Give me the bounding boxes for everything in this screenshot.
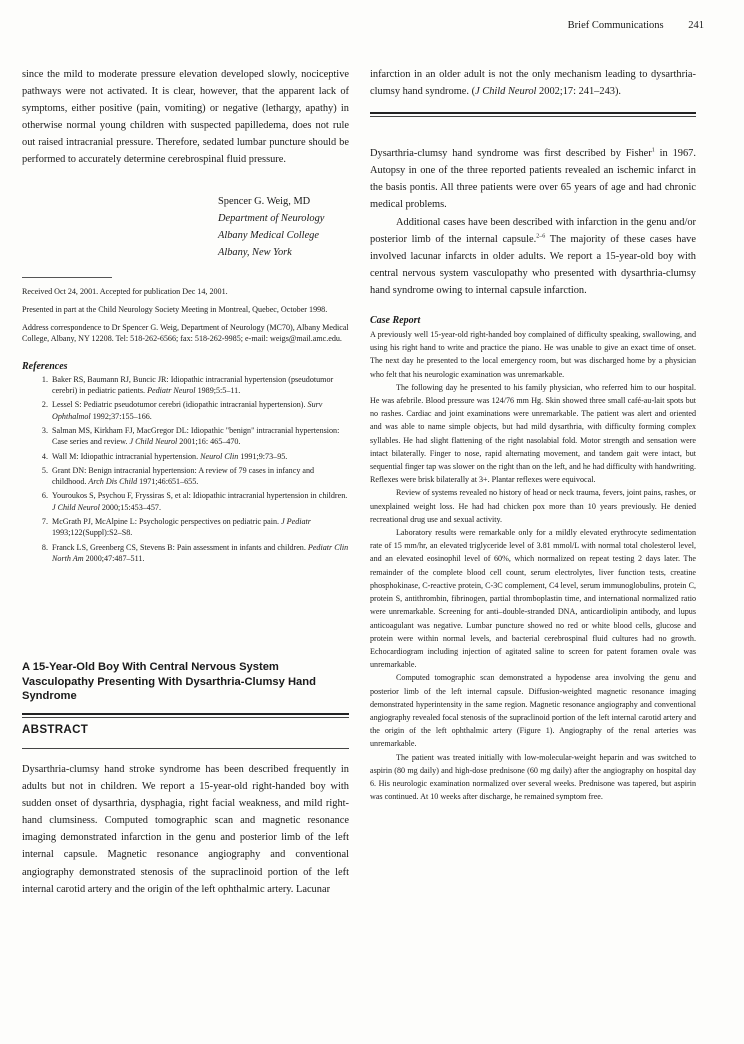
introduction-paragraph: Additional cases have been described with infarction in the genu and/or posterior limb of the internal capsule.$^{2-6}$ The majority of these cases have involved lacunar infarcts in older adults. We report a 15-year-old boy with central nervous system vasculopathy who presented with dysarthria-clumsy hand syndrome owing to internal capsule infarction. [370, 216, 696, 296]
case-paragraph: Laboratory results were remarkable only for a mildly elevated erythrocyte sedimentation rate of 15 mm/hr, an elevated triglyceride level of 3.81 mmol/L with normal total cholesterol level, and an elevated eosinophil level of 60%, which normalized on repeat testing 2 days later. The remainder of the complete blood cell count, serum electrolytes, liver function tests, creatine phosphokinase, C-reactive protein, C-3C complement, C4 level, serum immunoglobulins, protein C, protein S, antithrombin, fibrinogen, partial thromboplastin time, and international normalized ratio were unremarkable. Screening for anti–double-stranded DNA, anticardiolipin antibody, and lupus anticoagulant was negative. Lumbar puncture showed no red or white blood cells, glucose and protein were within normal levels, and bacterial cerebrospinal fluid cultures had no growth. Echocardiogram including injection of agitated saline to screen for patent foramen ovale was unremarkable. [370, 528, 696, 670]
left-column [22, 66, 349, 898]
running-header-title: Brief Communications [567, 20, 664, 31]
introduction-paragraph: Dysarthria-clumsy hand syndrome was first described by Fisher$^1$ in 1967. Autopsy in one of the three reported patients revealed an ischemic infarct in the basis pontis. All three patients were over 65 years of age and had chronic medical problems. [370, 147, 696, 211]
title-rule-thin [22, 717, 349, 718]
article-title: A 15-Year-Old Boy With Central Nervous System Vasculopathy Presenting With Dysarthria-Clumsy Hand Syndrome [22, 661, 316, 703]
author-city: Albany, New York [218, 247, 292, 259]
correspondence-note: Address correspondence to Dr Spencer G. Weig, Department of Neurology (MC70), Albany Medical College, Albany, NY 12208. Tel: 518-262-6566; fax: 518-262-9985; e-mail: weigs@mail.amc.edu. [22, 322, 349, 344]
reference-item: 4. Wall M: Idiopathic intracranial hypertension. Neurol Clin 1991;9:73–95. [50, 451, 349, 462]
abstract-end-rule [370, 112, 696, 117]
abstract-text: Dysarthria-clumsy hand stroke syndrome has been described frequently in adults but not in children. We report a 15-year-old right-handed boy with sudden onset of dysarthria, dysphagia, right facial weakness, and mild right-hand clumsiness. Computed tomographic scan and magnetic resonance imaging demonstrated infarction in the genu and posterior limb of the left internal capsule. Magnetic resonance angiography and conventional angiography demonstrated stenosis of the supraclinoid portion of the left internal carotid artery and the origin of the left ophthalmic artery. Lacunar [22, 763, 349, 895]
presented-note: Presented in part at the Child Neurology Society Meeting in Montreal, Quebec, October 1998. [22, 304, 328, 314]
title-rule [22, 713, 349, 715]
abstract-rule [22, 748, 349, 749]
reference-item: 3. Salman MS, Kirkham FJ, MacGregor DL: Idiopathic "benign" intracranial hypertension: Case series and review. J Child Neurol 2001;16: 465–470. [50, 425, 349, 448]
reference-item: 8. Franck LS, Greenberg CS, Stevens B: Pain assessment in infants and children. Pediatr Clin North Am 2000;47:487–511. [50, 542, 349, 565]
reference-item: 2. Lessel S: Pediatric pseudotumor cerebri (idiopathic intracranial hypertension). Surv Ophthalmol 1992;37:155–166. [50, 399, 349, 422]
case-paragraph: Computed tomographic scan demonstrated a hypodense area involving the genu and posterior limb of the left internal capsule. Diffusion-weighted magnetic resonance imaging demonstrated hyperintensity in the same region. Magnetic resonance angiography and conventional angiography revealed focal stenosis of the supraclinoid portion of the left internal carotid artery and the origin of the left ophthalmic artery (Figure 1). Angiography of the renal arteries was unremarkable. [370, 673, 696, 749]
case-paragraph: The patient was treated initially with low-molecular-weight heparin and was switched to aspirin (80 mg daily) and high-dose prednisone (60 mg daily) after the angiography on hospital day 6. His neurologic examination normalized over several weeks. Prednisone was tapered, but aspirin was continued. At 10 weeks after discharge, he remained symptom free. [370, 752, 696, 802]
author-name: Spencer G. Weig, MD [218, 195, 311, 207]
abstract-heading: ABSTRACT [22, 722, 89, 736]
reference-item: 1. Baker RS, Baumann RJ, Buncic JR: Idiopathic intracranial hypertension (pseudotumor cerebri) in pediatric patients. Pediatr Neurol 1989;5:5–11. [50, 374, 349, 397]
reference-item: 6. Youroukos S, Psychou F, Fryssiras S, et al: Idiopathic intracranial hypertension in children. J Child Neurol 2000;15:453–457. [50, 490, 349, 513]
divider [22, 277, 112, 278]
references-heading: References [22, 360, 68, 372]
case-report-heading: Case Report [370, 315, 421, 327]
author-institution: Albany Medical College [218, 229, 319, 241]
page-number: 241 [688, 20, 704, 31]
intro-paragraph: since the mild to moderate pressure elevation developed slowly, nociceptive pathways were not activated. It is clear, however, that the apparent lack of symptoms, either positive (pain, vomiting) or negative (lethargy, apathy) in otherwise normal young children with suspected papilledema, does not rule out raised intracranial pressure. Therefore, sedated lumbar puncture should be performed to accurately determine cerebrospinal fluid pressure. [22, 69, 349, 166]
case-paragraph: The following day he presented to his family physician, who referred him to our hospital. He was afebrile. Blood pressure was 124/76 mm Hg. Skin showed three small café-au-lait spots but no rashes. Cardiac and joint examinations were unremarkable. The patient was alert and oriented and was able to name simple objects, but had mild dysarthria, with difficulty forming complex syllables. He had slight flattening of the right nasolabial fold. Motor strength and sensation were intact bilaterally. Finger to nose, rapid alternating movement, and tandem gait were intact, but sequential finger tap was slower on the right than on the left, and he had difficulty with handwriting. Reflexes were brisk bilaterally at 3+. Plantar reflexes were equivocal. [370, 382, 696, 485]
author-department: Department of Neurology [218, 212, 325, 224]
reference-item: 5. Grant DN: Benign intracranial hypertension: A review of 79 cases in infancy and childhood. Arch Dis Child 1971;46:651–655. [50, 465, 349, 488]
right-column [370, 66, 696, 803]
author-signature [218, 193, 349, 262]
received-note: Received Oct 24, 2001. Accepted for publication Dec 14, 2001. [22, 287, 228, 297]
reference-item: 7. McGrath PJ, McAlpine L: Psychologic perspectives on pediatric pain. J Pediatr 1993;122(Suppl):S2–S8. [50, 516, 349, 539]
abstract-continuation: infarction in an older adult is not the only mechanism leading to dysarthria-clumsy hand syndrome. (J Child Neurol 2002;17: 241–243). [370, 69, 696, 98]
references-list [22, 374, 349, 564]
running-header [568, 20, 704, 31]
case-paragraph: A previously well 15-year-old right-handed boy complained of difficulty speaking, swallowing, and using his right hand to write and practice the piano. He was unable to give an exact time of onset. The next day he presented to the local emergency room, but was discharged home by a physician who felt that his neurologic examination was unremarkable. [370, 330, 696, 379]
case-paragraph: Review of systems revealed no history of head or neck trauma, fevers, joint pains, rashes, or unexplained weight loss. He had had chicken pox more than 10 years previously. He denied recreational drug use and sexual activity. [370, 488, 696, 524]
